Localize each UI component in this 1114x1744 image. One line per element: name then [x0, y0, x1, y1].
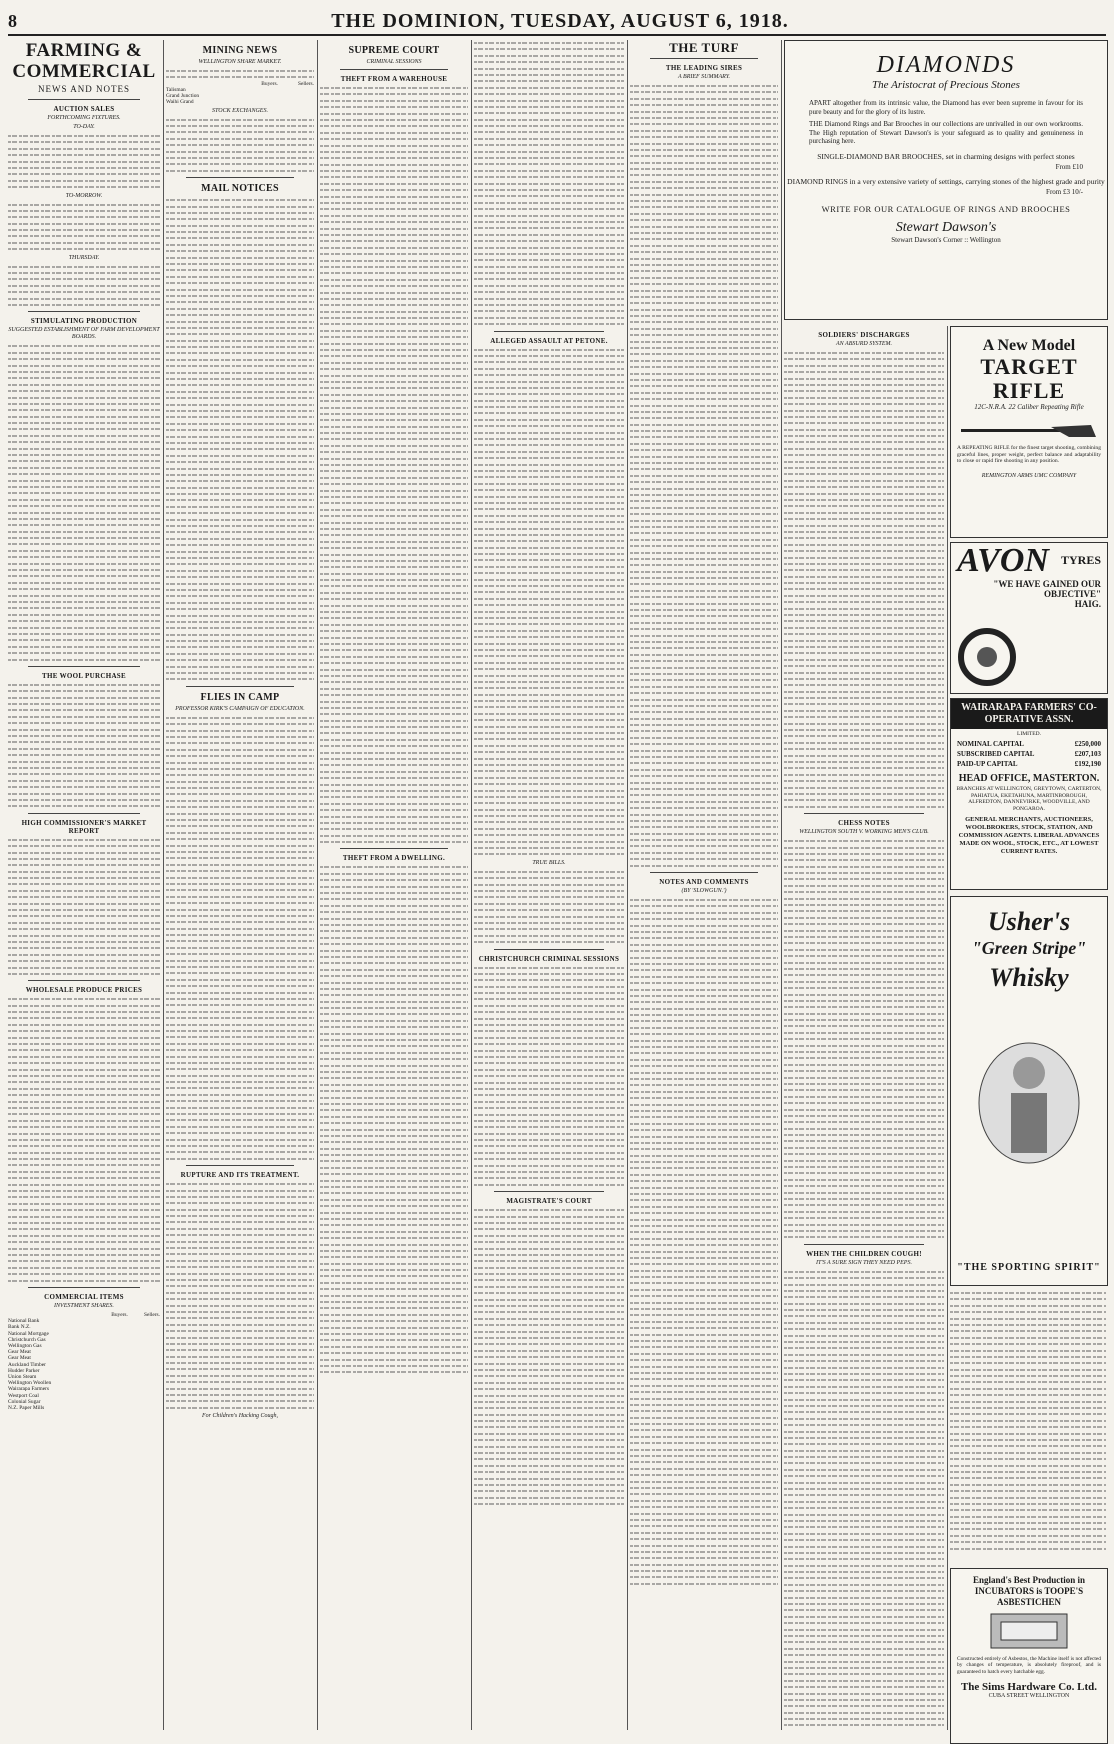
christchurch-sessions-heading: CHRISTCHURCH CRIMINAL SESSIONS	[478, 954, 620, 963]
auction-text	[8, 133, 160, 191]
table-row: Talisman	[166, 86, 186, 93]
masthead-title: THE DOMINION, TUESDAY, AUGUST 6, 1918.	[331, 9, 789, 32]
rifle-body: A REPEATING RIFLE for the finest target shooting, combining graceful lines, proper weight, perfect balance and adaptability to close or rapid fire shooting in any position.	[957, 445, 1101, 465]
avon-quote: "WE HAVE GAINED OUR OBJECTIVE"	[993, 579, 1101, 599]
theft-dwelling-heading: THEFT FROM A DWELLING.	[342, 854, 446, 863]
criminal-sessions-label: CRIMINAL SESSIONS	[366, 59, 422, 65]
table-row: Christchurch Gas	[8, 1336, 46, 1343]
wfca-name: WAIRARAPA FARMERS' CO-OPERATIVE ASSN.	[951, 699, 1107, 729]
leading-sires-subheading: A BRIEF SUMMARY.	[677, 74, 731, 80]
table-row: Wellington Woollen	[8, 1380, 52, 1387]
sporting-spirit-illustration-icon	[951, 993, 1107, 1193]
supreme-court-heading: SUPREME COURT	[348, 45, 440, 56]
incubators-headline: England's Best Production in INCUBATORS is TOOPE'S ASBESTICHEN	[972, 1575, 1086, 1607]
wairarapa-farmers-advertisement	[950, 698, 1108, 890]
avon-tyres-advertisement	[950, 542, 1108, 694]
bar-brooches-line: SINGLE-DIAMOND BAR BROOCHES, set in charming designs with perfect stones	[817, 151, 1075, 161]
rifle-illustration-icon	[951, 415, 1101, 445]
rifle-advertisement	[950, 326, 1108, 538]
today-label: TO-DAY.	[73, 124, 95, 130]
ushers-brand: Usher's	[987, 907, 1071, 936]
commercial-items-heading: COMMERCIAL ITEMS	[44, 1292, 124, 1301]
avon-brand: AVON	[957, 542, 1049, 579]
table-row: Colonial Sugar	[8, 1398, 41, 1405]
chess-notes-heading: CHESS NOTES	[838, 819, 890, 828]
high-commissioner-heading: HIGH COMMISSIONER'S MARKET REPORT	[21, 818, 147, 835]
sporting-spirit-tagline: "THE SPORTING SPIRIT"	[957, 1262, 1101, 1273]
magistrates-court-heading: MAGISTRATE'S COURT	[506, 1197, 592, 1206]
chess-subheading: WELLINGTON SOUTH V. WORKING MEN'S CLUB.	[799, 829, 929, 836]
diamond-rings-line: DIAMOND RINGS in a very extensive variety of settings, carrying stones of the highest grade and purity	[787, 176, 1105, 186]
column-rule	[317, 40, 318, 1730]
wfca-limited: LIMITED.	[1017, 731, 1041, 737]
newspaper-page	[8, 8, 1106, 1734]
column-farming	[8, 40, 160, 1730]
incubator-illustration-icon	[951, 1608, 1107, 1652]
table-row: Union Steam	[8, 1373, 37, 1380]
sims-hardware-address: CUBA STREET WELLINGTON	[988, 1693, 1070, 1700]
notes-comments-heading: NOTES AND COMMENTS	[659, 878, 749, 887]
auction-subheading: FORTHCOMING FIXTURES.	[47, 115, 121, 121]
column-rule	[471, 40, 472, 1730]
column-mining	[166, 40, 314, 1730]
table-row: Bank N.Z.	[8, 1324, 31, 1331]
table-row: Wairarapa Farmers	[8, 1386, 50, 1393]
diamonds-para-1: APART altogether from its intrinsic value, the Diamond has ever been supreme in favour for its pure beauty and for the glory of its lustre.	[809, 99, 1083, 116]
sims-hardware-advertisement	[950, 1568, 1108, 1744]
avon-attribution: HAIG.	[1074, 599, 1101, 609]
farming-headline: FARMING & COMMERCIAL	[12, 40, 156, 82]
share-market-subheading: WELLINGTON SHARE MARKET.	[198, 59, 282, 65]
soldiers-discharges-heading: SOLDIERS' DISCHARGES	[818, 331, 910, 339]
column-right-filler	[950, 1290, 1106, 1562]
table-row: Auckland Timber	[8, 1361, 46, 1368]
catalogue-line: WRITE FOR OUR CATALOGUE OF RINGS AND BROOCHES	[821, 203, 1071, 214]
investment-shares-heading: INVESTMENT SHARES.	[54, 1302, 114, 1309]
stimulating-production-heading: STIMULATING PRODUCTION	[30, 317, 138, 326]
rupture-heading: RUPTURE AND ITS TREATMENT.	[180, 1171, 300, 1180]
green-stripe-label: "Green Stripe"	[971, 938, 1087, 958]
wholesale-prices-heading: WHOLESALE PRODUCE PRICES	[25, 986, 143, 995]
table-row: Westport Coal	[8, 1392, 39, 1399]
sims-hardware-name: The Sims Hardware Co. Ltd.	[960, 1681, 1098, 1694]
stewart-dawson-signature: Stewart Dawson's	[895, 219, 997, 235]
leading-sires-heading: THE LEADING SIRES	[665, 64, 743, 72]
table-row: National Mortgage	[8, 1330, 49, 1337]
wfca-head-office: HEAD OFFICE, MASTERTON.	[958, 773, 1100, 784]
true-bills-label: TRUE BILLS.	[532, 859, 566, 866]
turf-heading: THE TURF	[669, 40, 739, 55]
stock-exchanges-heading: STOCK EXCHANGES.	[212, 107, 268, 114]
rifle-headline: A New Model	[982, 337, 1076, 354]
table-row: Wellington Gas	[8, 1342, 42, 1349]
mining-shares-table: Buyers. Sellers. Talisman Grand Junction Waihi Grand	[166, 80, 314, 106]
children-cough-subheading: IT'S A SURE SIGN THEY NEED PEPS.	[816, 1259, 912, 1266]
table-row: National Bank	[8, 1318, 40, 1325]
column-court-continued	[474, 40, 624, 1730]
theft-warehouse-heading: THEFT FROM A WAREHOUSE	[340, 75, 448, 83]
rifle-footer: REMINGTON ARMS UMC COMPANY	[981, 472, 1077, 479]
article-text	[8, 343, 160, 663]
table-row: N.Z. Paper Mills	[8, 1404, 45, 1411]
flies-subheading: PROFESSOR KIRK'S CAMPAIGN OF EDUCATION.	[175, 705, 305, 712]
diamonds-address: Stewart Dawson's Corner :: Wellington	[891, 235, 1001, 244]
investment-shares-table: Buyers. Sellers. National Bank Bank N.Z. National Mortgage Christchurch Gas Wellington Gas Gear Meat Gear Meat Auckland Timber Hudder Parker Union Steam Wellington Woollen Wairarapa Farmers Westport Coal Colonial Sugar N.Z. Paper Mills	[8, 1311, 160, 1411]
thursday-label: THURSDAY.	[68, 254, 100, 261]
mining-news-heading: MINING NEWS	[202, 45, 278, 56]
column-rule	[627, 40, 628, 1730]
column-rule	[781, 40, 782, 1730]
wfca-branches: BRANCHES AT WELLINGTON, GREYTOWN, CARTERTON, PAHIATUA, EKETAHUNA, MARTINBOROUGH, ALFREDTON, DANNEVIRKE, WOODVILLE, AND PONGAROA.	[956, 786, 1102, 812]
auction-heading: AUCTION SALES	[53, 105, 115, 113]
table-row: Grand Junction	[166, 93, 200, 100]
table-row: Gear Meat	[8, 1355, 31, 1362]
table-row: Hudder Parker	[8, 1367, 40, 1374]
table-row: Waihi Grand	[166, 99, 194, 106]
diamonds-advertisement	[784, 40, 1108, 320]
diamonds-subtitle: The Aristocrat of Precious Stones	[872, 79, 1020, 91]
alleged-assault-heading: ALLEGED ASSAULT AT PETONE.	[490, 336, 608, 345]
column-supreme-court	[320, 40, 468, 1730]
column-rule	[163, 40, 164, 1730]
wfca-description: GENERAL MERCHANTS, AUCTIONEERS, WOOLBROKERS, STOCK, STATION, AND COMMISSION AGENTS. LIBERAL ADVANCES MADE ON WOOL, STOCK, ETC., AT LOWEST CURRENT RATES.	[958, 816, 1100, 855]
capital-row: NOMINAL CAPITAL £250,000	[957, 740, 1101, 748]
column-turf	[630, 40, 778, 1730]
diamonds-para-2: THE Diamond Rings and Bar Brooches in our collections are unrivalled in our own workrooms. The High reputation of Stewart Dawson's is your safeguard as to quality and genuineness in purchasing here.	[809, 120, 1083, 145]
column-soldiers-chess	[784, 326, 944, 1730]
avon-product: TYRES	[1060, 553, 1101, 567]
capital-row: SUBSCRIBED CAPITAL £207,103	[957, 750, 1101, 758]
whisky-label: Whisky	[989, 963, 1069, 992]
stimulating-production-subheading: SUGGESTED ESTABLISHMENT OF FARM DEVELOPMENT BOARDS.	[8, 327, 160, 341]
column-footer: For Children's Hacking Cough,	[201, 1413, 279, 1420]
children-cough-heading: WHEN THE CHILDREN COUGH!	[806, 1249, 922, 1258]
ushers-whisky-advertisement	[950, 896, 1108, 1286]
farming-subhead: NEWS AND NOTES	[38, 84, 130, 94]
capital-row: PAID-UP CAPITAL £192,190	[957, 760, 1101, 768]
bar-brooches-price: From £10	[1055, 162, 1083, 171]
soldiers-subheading: AN ABSURD SYSTEM.	[835, 341, 893, 347]
masthead	[8, 8, 1106, 36]
diamond-rings-price: From £3 10/-	[1046, 187, 1083, 196]
tomorrow-label: TO-MORROW.	[65, 192, 103, 199]
page-number: 8	[8, 10, 18, 31]
wool-purchase-heading: THE WOOL PURCHASE	[42, 671, 126, 680]
rifle-headline-2: TARGET RIFLE	[980, 354, 1078, 403]
notes-byline: (BY 'SLOWGUN.')	[681, 888, 727, 895]
tyre-illustration-icon	[957, 627, 1017, 687]
rifle-subline: 12C-N.R.A. 22 Caliber Repeating Rifle	[974, 403, 1084, 411]
table-row: Gear Meat	[8, 1349, 31, 1356]
flies-in-camp-heading: FLIES IN CAMP	[200, 691, 280, 703]
column-rule	[947, 326, 948, 1730]
incubators-body: Constructed entirely of Asbestos, the Machine itself is not affected by changes of temperature, is absolutely fireproof, and is guaranteed to hatch every hatchable egg.	[957, 1656, 1101, 1675]
diamonds-title: DIAMONDS	[876, 52, 1016, 78]
mail-notices-heading: MAIL NOTICES	[201, 183, 279, 195]
